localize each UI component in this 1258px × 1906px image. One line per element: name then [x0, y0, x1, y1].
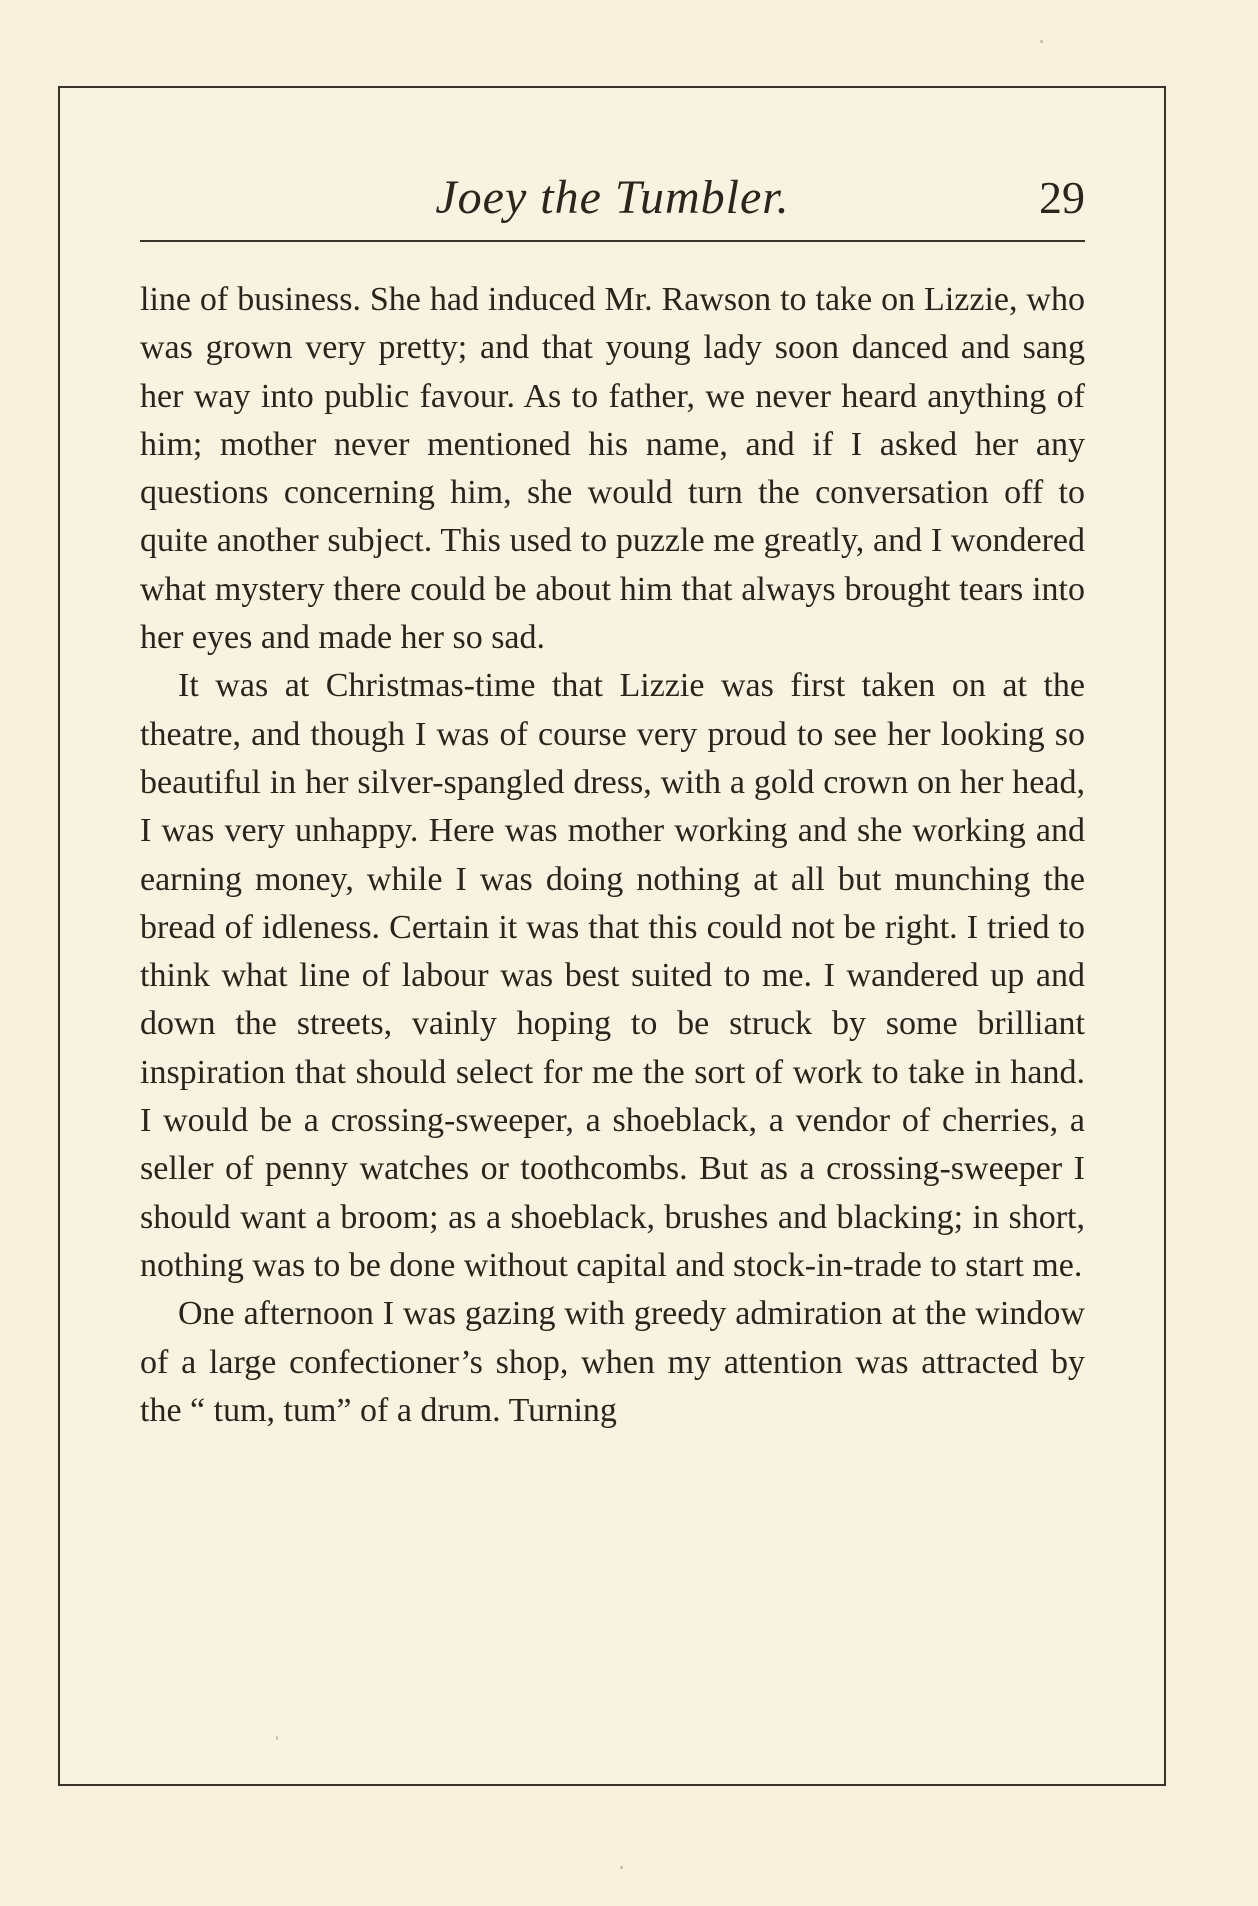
running-title: Joey the Tumbler.	[435, 171, 790, 224]
header-rule	[140, 240, 1085, 242]
paper-speck	[620, 1866, 623, 1869]
page-header	[140, 168, 1085, 228]
paper-speck	[276, 1736, 278, 1740]
paragraph-2: It was at Christmas-time that Lizzie was first taken on at the theatre, and though I was of course very proud to see her looking so beautiful in her silver-spangled dress, with a gold crown on her head, I was very unhappy. Here was mother working and she working and earning money, while I was doing nothing at all but munching the bread of idleness. Certain it was that this could not be right. I tried to think what line of labour was best suited to me. I wandered up and down the streets, vainly hoping to be struck by some brilliant inspiration that should select for me the sort of work to take in hand. I would be a crossing-sweeper, a shoeblack, a vendor of cherries, a seller of penny watches or toothcombs. But as a crossing-sweeper I should want a broom; as a shoeblack, brushes and blacking; in short, nothing was to be done without capital and stock-in-trade to start me.	[140, 667, 1085, 1284]
page-number: 29	[1039, 172, 1085, 223]
paragraph-3: One afternoon I was gazing with greedy admiration at the window of a large confectioner’s shop, when my attention was attracted by the “ tum, tum” of a drum. Turning	[140, 1295, 1085, 1429]
body-text	[140, 276, 1085, 1435]
paragraph-1: line of business. She had induced Mr. Rawson to take on Lizzie, who was grown very pretty; and that young lady soon danced and sang her way into public favour. As to father, we never heard anything of him; mother never mentioned his name, and if I asked her any questions concerning him, she would turn the conversation off to quite another subject. This used to puzzle me greatly, and I wondered what mystery there could be about him that always brought tears into her eyes and made her so sad.	[140, 281, 1085, 657]
paper-speck	[1040, 40, 1043, 43]
